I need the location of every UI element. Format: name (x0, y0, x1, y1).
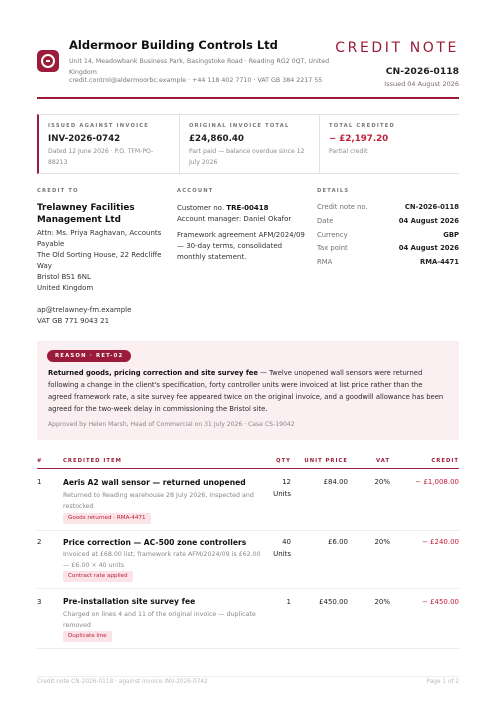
item-qty: 12 (282, 478, 291, 486)
summary-label: TOTAL CREDITED (329, 123, 395, 129)
summary-value: INV-2026-0742 (48, 134, 121, 144)
customer-email[interactable]: ap@trelawney-fm.example (37, 306, 132, 314)
header-divider (37, 97, 459, 99)
summary-note: Partial credit (329, 148, 368, 155)
item-description: Returned to Reading warehouse 28 July 2026, inspected and restocked (63, 492, 254, 510)
credit-to-label: CREDIT TO (37, 188, 79, 194)
address-line: United Kingdom (37, 284, 94, 292)
summary-card-invoice (39, 115, 179, 173)
item-tag: Goods returned · RMA-4471 (63, 513, 151, 524)
summary-card-total-credited (319, 115, 459, 173)
item-tag: Duplicate line (63, 631, 112, 642)
table-header-rule (37, 468, 459, 469)
detail-key: Currency (317, 231, 348, 239)
detail-key: Date (317, 217, 334, 225)
column-header-item: CREDITED ITEM (63, 458, 122, 464)
row-divider (37, 648, 459, 649)
row-number: 2 (37, 538, 42, 546)
detail-key: Tax point (317, 244, 348, 252)
column-header-unit-price: UNIT PRICE (304, 458, 348, 464)
column-header-num: # (37, 458, 43, 464)
item-vat: 20% (374, 478, 390, 486)
detail-value: 04 August 2026 (398, 244, 459, 252)
column-header-qty: QTY (276, 458, 291, 464)
detail-row (317, 258, 459, 266)
column-header-vat: VAT (375, 458, 390, 464)
customer-number-line (177, 203, 307, 214)
reason-body: — Twelve unopened wall sensors were returned following a change in the client's specification, forty controller units were invoiced at list price rather than the agreed framework rate, a site survey fee appeared twice on the original invoice, and a goodwill allowance has been agreed for the two-week delay in commissioning the Bristol site. (48, 369, 444, 413)
account-info (177, 203, 307, 225)
column-header-credit: CREDIT (431, 458, 459, 464)
item-unit: Units (273, 550, 291, 558)
customer-contact (37, 305, 177, 327)
summary-panel (37, 114, 459, 174)
row-divider (37, 588, 459, 589)
detail-row (317, 231, 459, 239)
reason-box (37, 341, 459, 440)
no-entry-icon (41, 54, 55, 68)
customer-number-prefix: Customer no. (177, 204, 225, 212)
company-logo (37, 50, 59, 72)
summary-label: ISSUED AGAINST INVOICE (48, 123, 149, 129)
summary-value: − £2,197.20 (329, 134, 389, 144)
company-address: Unit 14, Meadowbank Business Park, Basingstoke Road · Reading RG2 0QT, United Kingdom (69, 58, 330, 76)
detail-row (317, 203, 459, 211)
summary-label: ORIGINAL INVOICE TOTAL (189, 123, 290, 129)
customer-name: Trelawney Facilities Management Ltd (37, 203, 135, 225)
item-credit: − £1,008.00 (415, 478, 459, 486)
customer-address (37, 228, 167, 294)
account-manager: Account manager: Daniel Okafor (177, 215, 292, 223)
item-unit-price: £6.00 (327, 538, 348, 546)
item-description: Charged on lines 4 and 11 of the original invoice — duplicate removed (63, 611, 256, 629)
detail-row (317, 217, 459, 225)
customer-number: TRE-00418 (226, 204, 269, 212)
item-description: Invoiced at £68.00 list; framework rate AFM/2024/09 is £62.00 — £6.00 × 40 units (63, 551, 261, 569)
address-line: The Old Sorting House, 22 Redcliffe Way (37, 251, 162, 270)
detail-key: Credit note no. (317, 203, 368, 211)
detail-value: GBP (443, 231, 459, 239)
item-title: Pre-installation site survey fee (63, 597, 196, 606)
details-label: DETAILS (317, 188, 350, 194)
address-line: Attn: Ms. Priya Raghavan, Accounts Payable (37, 229, 162, 248)
document-number: CN-2026-0118 (385, 66, 459, 77)
summary-card-original-total (179, 115, 319, 173)
item-unit-price: £84.00 (323, 478, 348, 486)
item-unit: Units (273, 490, 291, 498)
item-tag: Contract rate applied (63, 571, 133, 582)
reason-badge: REASON · RET-02 (47, 350, 131, 362)
detail-key: RMA (317, 258, 333, 266)
item-qty: 1 (286, 598, 291, 606)
reason-headline: Returned goods, pricing correction and site survey fee (48, 369, 259, 377)
customer-vat: VAT GB 771 9043 21 (37, 317, 110, 325)
item-title: Price correction — AC-500 zone controllers (63, 538, 247, 547)
item-title: Aeris A2 wall sensor — returned unopened (63, 478, 246, 487)
address-line: Bristol BS1 6NL (37, 273, 91, 281)
row-divider (37, 530, 459, 531)
detail-value: CN-2026-0118 (404, 203, 459, 211)
company-name: Aldermoor Building Controls Ltd (69, 38, 278, 52)
footer-divider (37, 676, 459, 677)
reason-text (48, 367, 448, 415)
summary-note: Part paid — balance overdue since 12 July 2026 (189, 148, 305, 166)
row-number: 3 (37, 598, 42, 606)
item-vat: 20% (374, 598, 390, 606)
page-number: Page 1 of 2 (426, 679, 459, 685)
company-contact: credit.control@aldermoorbc.example · +44 118 402 7710 · VAT GB 384 2217 55 (69, 77, 323, 84)
item-credit: − £240.00 (421, 538, 459, 546)
item-vat: 20% (374, 538, 390, 546)
detail-value: 04 August 2026 (398, 217, 459, 225)
document-type: CREDIT NOTE (335, 40, 459, 56)
row-number: 1 (37, 478, 42, 486)
footer-reference: Credit note CN-2026-0118 · against invoice INV-2026-0742 (37, 679, 208, 685)
item-qty: 40 (282, 538, 291, 546)
summary-value: £24,860.40 (189, 134, 244, 144)
summary-note: Dated 12 June 2026 · P.O. TFM-PO-88213 (48, 148, 154, 166)
account-note: Framework agreement AFM/2024/09 — 30-day terms, consolidated monthly statement. (177, 231, 305, 261)
issue-date: Issued 04 August 2026 (384, 80, 459, 88)
account-label: ACCOUNT (177, 188, 214, 194)
item-unit-price: £450.00 (319, 598, 348, 606)
detail-row (317, 244, 459, 252)
detail-value: RMA-4471 (420, 258, 459, 266)
item-credit: − £450.00 (421, 598, 459, 606)
reason-approval: Approved by Helen Marsh, Head of Commercial on 31 July 2026 · Case CS-19042 (48, 421, 295, 428)
